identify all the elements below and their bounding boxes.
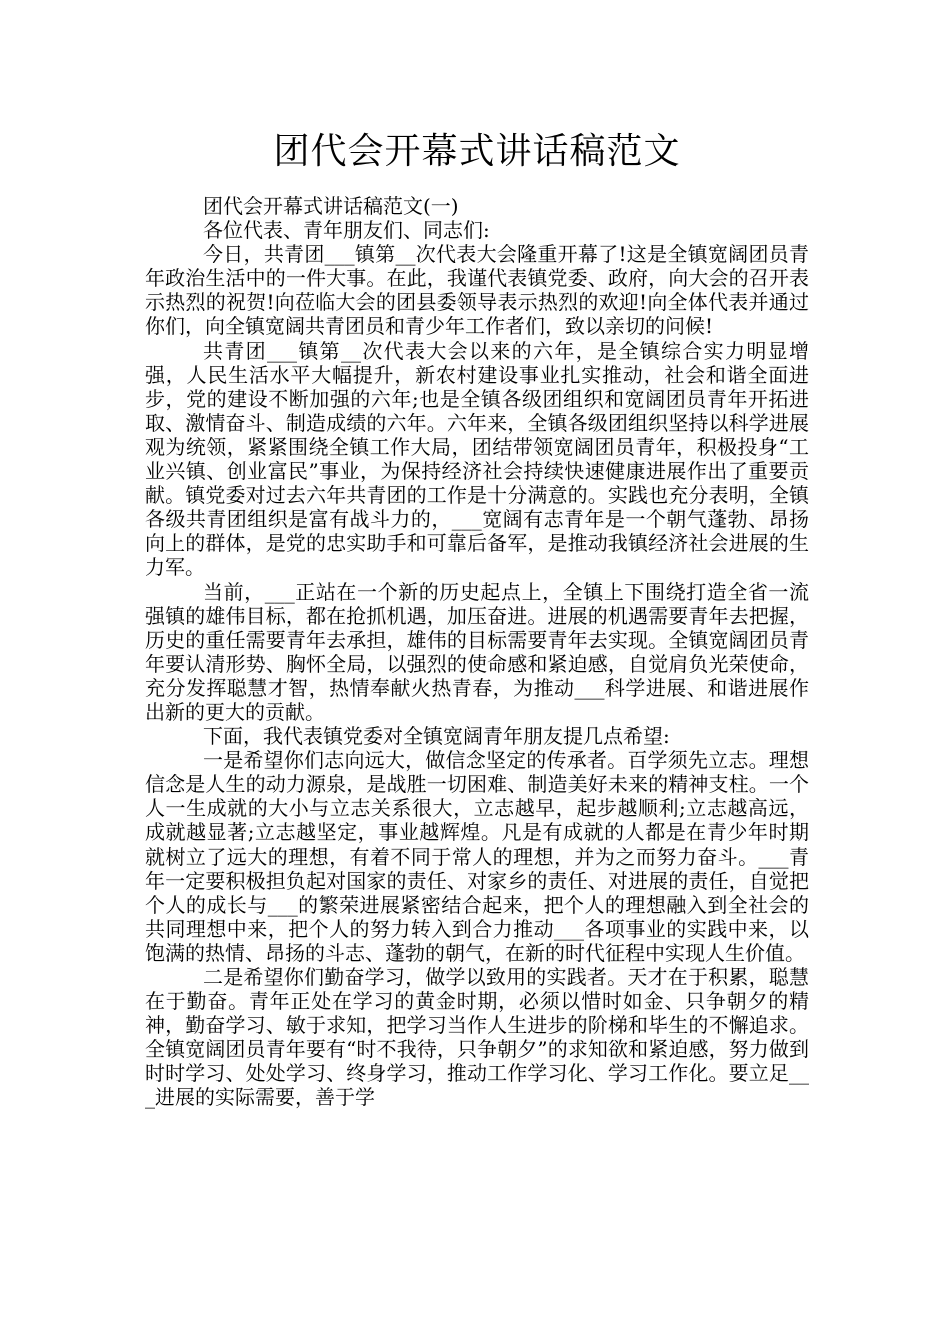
paragraph-salutation: 各位代表、青年朋友们、同志们: <box>203 218 490 243</box>
paragraph-hope-two: 二是希望你们勤奋学习，做学以致用的实践者。天才在于积累，聪慧在于勤奋。青年正处在学习的黄金时期，必须以惜时如金、只争朝夕的精神，勤奋学习、敏于求知，把学习当作人生进步的阶梯和毕生的不懈追求。全镇宽阔团员青年要有“时不我待，只争朝夕”的求知欲和紧迫感，努力做到时时学习、处处学习、终身学习，推动工作学习化、学习工作化。要立足___进展的实际需要，善于学 <box>145 965 809 1110</box>
paragraph-hopes-intro: 下面，我代表镇党委对全镇宽阔青年朋友提几点希望: <box>203 724 670 749</box>
paragraph-current: 当前，___正站在一个新的历史起点上，全镇上下围绕打造全省一流强镇的雄伟目标，都在抢抓机遇，加压奋进。进展的机遇需要青年去把握，历史的重任需要青年去承担，雄伟的目标需要青年去实现。全镇宽阔团员青年要认清形势、胸怀全局，以强烈的使命感和紧迫感，自觉肩负光荣使命，充分发挥聪慧才智，热情奉献火热青春，为推动___科学进展、和谐进展作出新的更大的贡献。 <box>145 579 809 724</box>
document-page <box>145 0 809 1110</box>
paragraph-opening: 今日，共青团___镇第__次代表大会隆重开幕了!这是全镇宽阔团员青年政治生活中的一件大事。在此，我谨代表镇党委、政府，向大会的召开表示热烈的祝贺!向莅临大会的团县委领导表示热烈的欢迎!向全体代表并通过你们，向全镇宽阔共青团员和青少年工作者们，致以亲切的问候! <box>145 242 809 339</box>
paragraph-hope-one: 一是希望你们志向远大，做信念坚定的传承者。百学须先立志。理想信念是人生的动力源泉，是战胜一切困难、制造美好未来的精神支柱。一个人一生成就的大小与立志关系很大，立志越早，起步越顺利;立志越高远，成就越显著;立志越坚定，事业越辉煌。凡是有成就的人都是在青少年时期就树立了远大的理想，有着不同于常人的理想，并为之而努力奋斗。___青年一定要积极担负起对国家的责任、对家乡的责任、对进展的责任，自觉把个人的成长与___的繁荣进展紧密结合起来，把个人的理想融入到全社会的共同理想中来，把个人的努力转入到合力推动___各项事业的实践中来，以饱满的热情、昂扬的斗志、蓬勃的朝气，在新的时代征程中实现人生价值。 <box>145 748 809 965</box>
paragraph-subtitle: 团代会开幕式讲话稿范文(一) <box>203 194 459 218</box>
document-body <box>145 194 809 1110</box>
document-title: 团代会开幕式讲话稿范文 <box>273 131 681 172</box>
paragraph-review: 共青团___镇第__次代表大会以来的六年，是全镇综合实力明显增强，人民生活水平大幅提升，新农村建设事业扎实推动，社会和谐全面进步，党的建设不断加强的六年;也是全镇各级团组织和宽阔团员青年开拓进取、激情奋斗、制造成绩的六年。六年来，全镇各级团组织坚持以科学进展观为统领，紧紧围绕全镇工作大局，团结带领宽阔团员青年，积极投身“工业兴镇、创业富民”事业，为保持经济社会持续快速健康进展作出了重要贡献。镇党委对过去六年共青团的工作是十分满意的。实践也充分表明，全镇各级共青团组织是富有战斗力的，___宽阔有志青年是一个朝气蓬勃、昂扬向上的群体，是党的忠实助手和可靠后备军，是推动我镇经济社会进展的生力军。 <box>145 338 809 580</box>
